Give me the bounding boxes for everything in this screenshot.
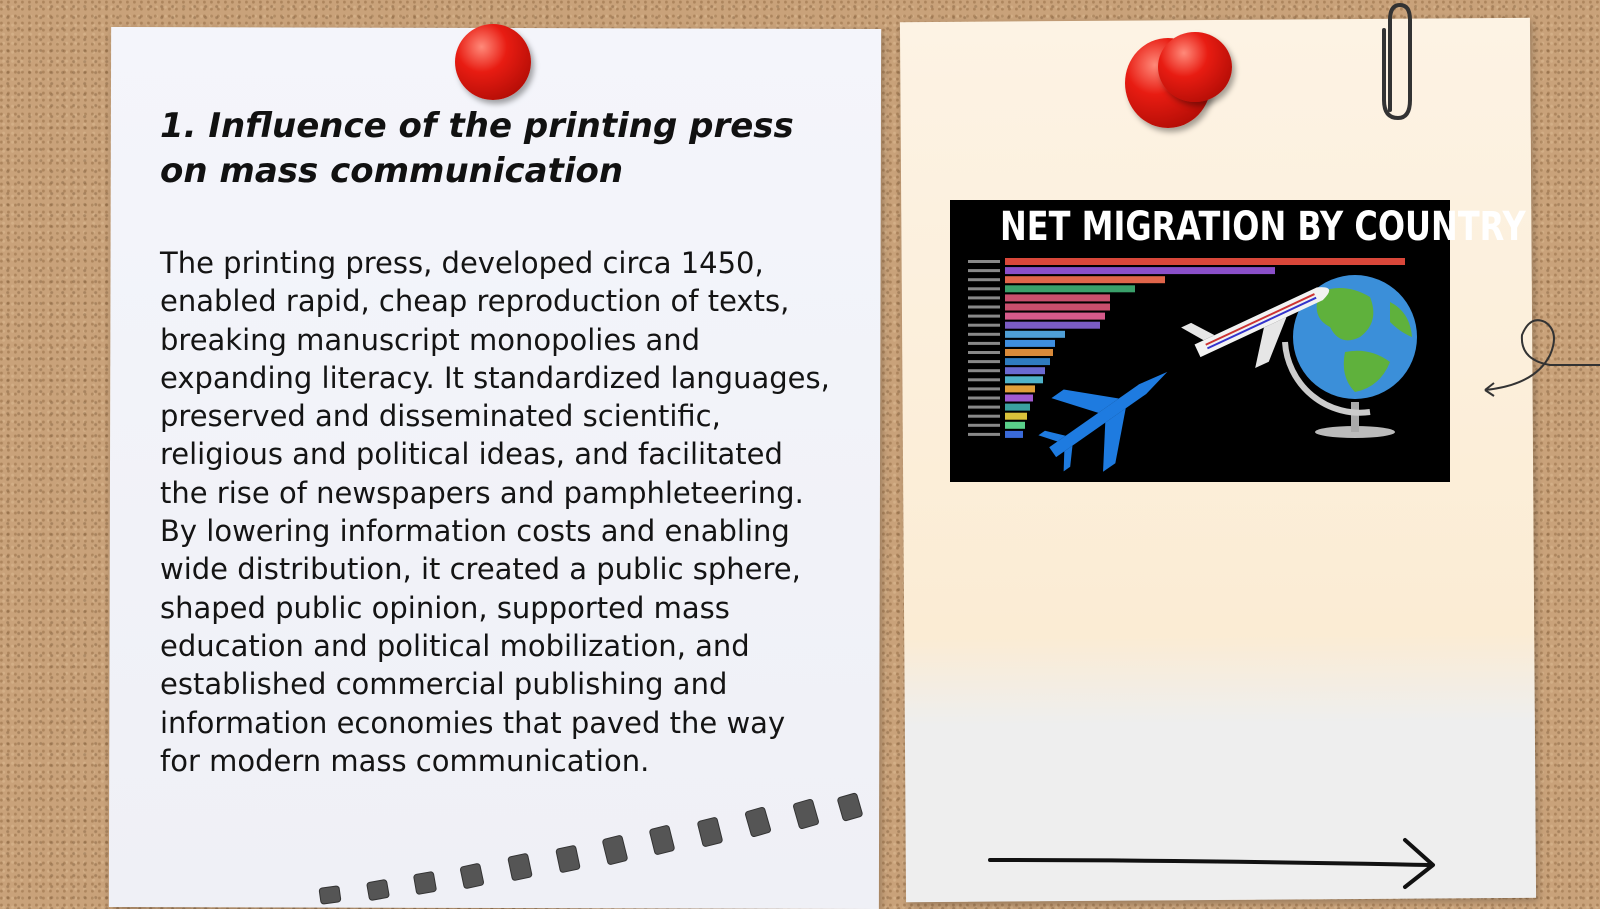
thumbnail-bar-label	[968, 387, 1000, 390]
thumbnail-bar	[1005, 376, 1043, 383]
thumbnail-bar	[1005, 395, 1033, 402]
thumbnail-bar-label	[968, 378, 1000, 381]
thumbnail-bar	[1005, 431, 1023, 438]
thumbnail-bar	[1005, 422, 1025, 429]
thumbnail-bar-label	[968, 369, 1000, 372]
thumbnail-bar-label	[968, 333, 1000, 336]
thumbnail-bar-label	[968, 296, 1000, 299]
thumbnail-bar	[1005, 285, 1135, 292]
thumbnail-bar	[1005, 358, 1050, 365]
thumbnail-bar-label	[968, 406, 1000, 409]
thumbnail-bar-label	[968, 315, 1000, 318]
slide-heading: 1. Influence of the printing press on mass communication	[160, 106, 794, 191]
paper-clip-icon	[1378, 0, 1418, 125]
thumbnail-bar	[1005, 340, 1055, 347]
loop-arrow-doodle	[1480, 310, 1600, 410]
thumbnail-bar-label	[968, 306, 1000, 309]
notebook-spiral-decoration	[300, 795, 880, 900]
thumbnail-bar	[1005, 267, 1275, 274]
thumbnail-bar	[1005, 294, 1110, 301]
thumbnail-bar-label	[968, 324, 1000, 327]
airplane-icon	[1025, 335, 1193, 490]
thumbnail-bar	[1005, 349, 1053, 356]
arrow-right-icon	[985, 835, 1445, 890]
thumbnail-bar-label	[968, 278, 1000, 281]
thumbnail-bar-label	[968, 287, 1000, 290]
thumbnail-bar	[1005, 276, 1165, 283]
thumbnail-bar-chart	[950, 252, 1450, 482]
thumbnail-bar-label	[968, 360, 1000, 363]
thumbnail-bar-label	[968, 269, 1000, 272]
thumbnail-bar	[1005, 331, 1065, 338]
thumbnail-bar-label	[968, 351, 1000, 354]
thumbnail-bar	[1005, 404, 1030, 411]
thumbnail-bar	[1005, 304, 1110, 311]
thumbnail-bar-label	[968, 415, 1000, 418]
thumbnail-bar-label	[968, 342, 1000, 345]
push-pin-icon	[1158, 32, 1232, 102]
thumbnail-bar-label	[968, 433, 1000, 436]
migration-thumbnail	[950, 200, 1526, 482]
thumbnail-bar-label	[968, 424, 1000, 427]
thumbnail-bar	[1005, 322, 1100, 329]
thumbnail-title: NET MIGRATION BY COUNTRY	[1000, 204, 1526, 250]
thumbnail-bar	[1005, 413, 1027, 420]
body-paragraph: The printing press, developed circa 1450, enabled rapid, cheap reproduction of texts, breaking manuscript monopolies and expanding literacy. It standardized languages, preserved and disseminated scientific, religious and political ideas, and facilitated the rise of newspapers and pamphleteering. By lowering information costs and enabling wide distribution, it created a public sphere, shaped public opinion, supported mass education and political mobilization, and established commercial publishing and information economies that paved the way for modern mass communication.	[160, 246, 830, 778]
thumbnail-bar-label	[968, 260, 1000, 263]
thumbnail-bar	[1005, 367, 1045, 374]
thumbnail-bar	[1005, 258, 1405, 265]
thumbnail-bar	[1005, 385, 1035, 392]
push-pin-icon	[455, 24, 531, 100]
thumbnail-bar-label	[968, 397, 1000, 400]
thumbnail-bar	[1005, 313, 1105, 320]
